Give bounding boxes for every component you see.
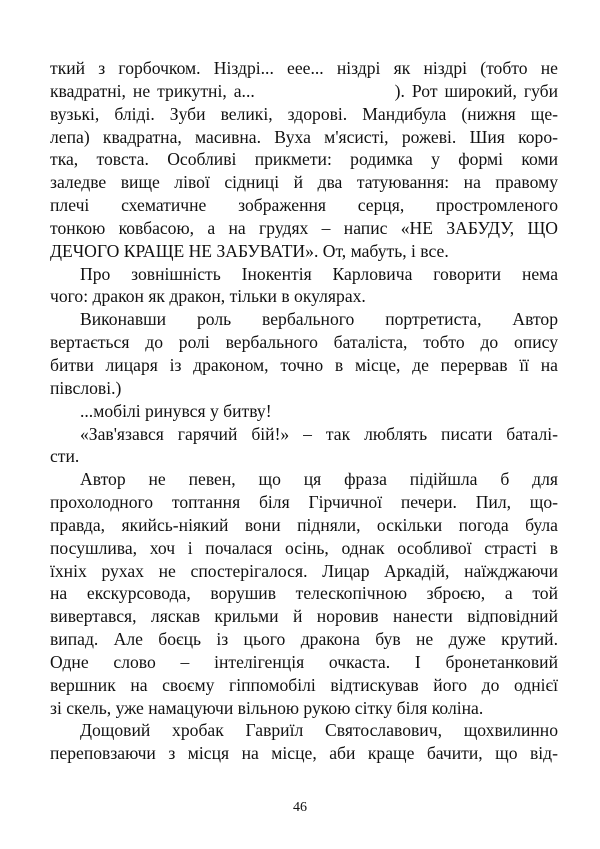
- text-line: Про зовнішність Інокентія Карловича говорити нема: [80, 263, 558, 284]
- text-line: правда, якийсь-ніякий вони підняли, оскільки погода була: [50, 514, 558, 535]
- text-line: заледве вище лівої сідниці й два татуювання: на правому: [50, 172, 558, 193]
- text-line: їхніх рухах не спостерігалося. Лицар Аркадій, наїжджаючи: [50, 560, 558, 581]
- text-line: битви лицаря із драконом, точно в місце, де перервав її на: [50, 354, 558, 375]
- text-line: Дощовий хробак Гавриїл Святославович, щохвилинно: [80, 720, 558, 741]
- text-line: вертається до ролі вербального баталіста, тобто до опису: [50, 332, 558, 353]
- text-line: тка, товста. Особливі прикмети: родимка у формі коми: [50, 149, 558, 170]
- body-text: [50, 57, 558, 765]
- text-line: Одне слово – інтелігенція очкаста. І бронетанковий: [50, 651, 558, 672]
- text-line: вузькі, бліді. Зуби великі, здорові. Мандибула (нижня ще-: [50, 103, 558, 124]
- text-line: зі скель, уже намацуючи вільною рукою сітку біля коліна.: [50, 697, 484, 718]
- text-line: переповзаючи з місця на місце, аби краще бачити, що від-: [50, 743, 558, 764]
- text-line: плечі схематичне зображення серця, простромленого: [50, 195, 558, 216]
- text-line: чого: дракон як дракон, тільки в окулярах.: [50, 286, 366, 307]
- page-number: 46: [293, 800, 307, 815]
- text-line: лепа) квадратна, масивна. Вуха м'ясисті, рожеві. Шия коро-: [50, 126, 558, 147]
- text-line: Автор не певен, що ця фраза підійшла б для: [80, 469, 558, 490]
- text-line: вивертався, ляскав крильми й норовив нанести відповідний: [50, 606, 558, 627]
- text-line: посушлива, хоч і почалася осінь, однак особливої страсті в: [50, 537, 558, 558]
- text-line: «Зав'язався гарячий бій!» – так люблять писати баталі-: [80, 423, 558, 444]
- text-line: випад. Але боєць із цього дракона був не дуже крутий.: [50, 629, 558, 650]
- text-line: прохолодного топтання біля Гірчичної печери. Пил, що-: [50, 492, 558, 513]
- text-line: на екскурсовода, ворушив телескопічною зброєю, а той: [50, 583, 558, 604]
- text-line: Виконавши роль вербального портретиста, Автор: [80, 309, 558, 330]
- text-line: півслові.): [50, 377, 122, 398]
- text-line: квадратні, не трикутні, а... ). Рот широкий, губи: [50, 80, 558, 101]
- text-line: вершник на своєму гіппомобілі відтискував його до однієї: [50, 674, 558, 695]
- text-line: ...мобілі ринувся у битву!: [80, 400, 272, 421]
- text-line: тонкою ковбасою, а на грудях – напис «НЕ ЗАБУДУ, ЩО: [50, 217, 558, 238]
- text-line: ДЕЧОГО КРАЩЕ НЕ ЗАБУВАТИ». От, мабуть, і все.: [50, 240, 449, 261]
- text-line: сти.: [50, 446, 80, 467]
- text-line: ткий з горбочком. Ніздрі... еее... ніздрі як ніздрі (тобто не: [50, 58, 558, 78]
